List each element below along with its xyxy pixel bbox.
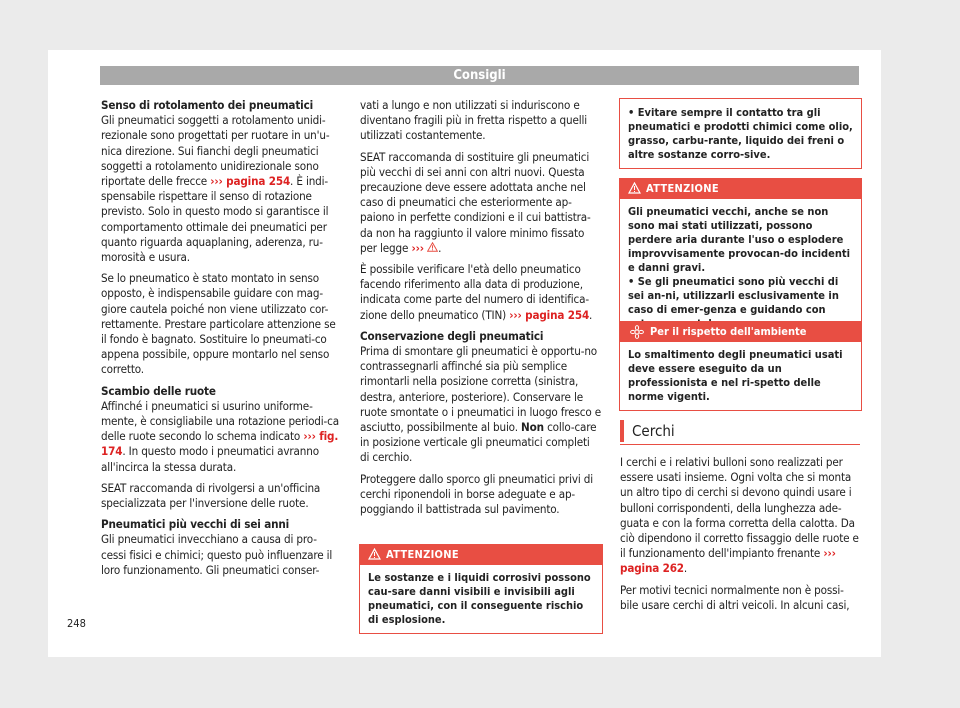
environment-title: Per il rispetto dell'ambiente [650,325,807,338]
bullet-icon: • [628,275,635,288]
warning-icon [368,548,381,560]
paragraph [101,113,341,265]
text: . È indi-spensabile rispettare il senso di rotazione previsto. Solo in questo modo si garantisce il comportamento ottimale dei pneumatici per quanto riguarda aquaplaning, aderenza, ru-morosità e usura. [101,174,329,265]
warning-body [360,565,602,633]
heading-swap: Scambio delle ruote [101,383,216,398]
text: Prima di smontare gli pneumatici è opportu-no contrassegnarli affinché sia più semplice rimontarli nella posizione corretta (sinistra, destra, anteriore, posteriore). Conservare le ruote smontate o i pneumatici in luogo fresco e asciutto, possibilmente al buio. [360,344,602,435]
page-link[interactable]: ››› pagina 254 [210,174,291,189]
text: . [683,561,688,576]
environment-text: Lo smaltimento degli pneumatici usati deve essere eseguito da un professionista e nel ri-spetto delle norme vigenti. [628,348,843,403]
heading-storage: Conservazione degli pneumatici [360,328,544,343]
warning-title: ATTENZIONE [386,548,459,561]
column-2 [360,98,602,523]
paragraph: Per motivi tecnici normalmente non è possi-bile usare cerchi di altri veicoli. In alcuni casi, [620,582,850,612]
heading-old-tyres: Pneumatici più vecchi di sei anni [101,517,290,532]
warning-body [620,99,861,168]
text: I cerchi e i relativi bulloni sono realizzati per essere usati insieme. Ogni volta che si monta un altro tipo di cerchi si devono quindi usare i bulloni corrispondenti, della lunghezza ade-guata e con la forma corretta della calotta. Da ciò dipendono il corretto fissaggio delle ruote e il funzionamento dell'impianto frenante [620,455,859,561]
bullet-item [628,106,853,162]
paragraph: Proteggere dallo sporco gli pneumatici privi di cerchi riponendoli in borse adeguate e ap-poggiando il battistrada sul pavimento. [360,471,593,517]
warning-text: Gli pneumatici vecchi, anche se non sono mai stati utilizzati, possono perdere aria durante l'uso o esplodere improvvisamente provocan-do incidenti e danni gravi. [628,205,850,274]
text: È possibile verificare l'età dello pneumatico facendo riferimento alla data di produzione, indicata come parte del numero di identifica-zione dello pneumatico (TIN) [360,262,589,322]
warning-text: Le sostanze e i liquidi corrosivi possono cau-sare danni visibili e invisibili agli pneumatici, con il conseguente rischio di esplosione. [368,571,591,626]
text: . In questo modo i pneumatici avranno all'incirca la stessa durata. [101,444,319,474]
warning-box-continued [619,98,862,169]
paragraph [360,344,602,466]
text: SEAT raccomanda di sostituire gli pneumatici più vecchi di sei anni con altri nuovi. Questa precauzione deve essere adottata anche nel caso di pneumatici che esteriormente ap-paiono in perfette condizioni e il cui battistra-da non ha raggiunto il valore minimo fissato per legge [360,149,591,255]
column-1 [101,98,341,584]
warning-header [620,179,861,199]
bullet-text: Se gli pneumatici sono più vecchi di sei an-ni, utilizzarli esclusivamente in caso di emer-genza e guidando con [628,275,839,316]
heading-rotation: Senso di rotolamento dei pneumatici [101,98,314,112]
bullet-icon: • [628,106,635,119]
paragraph: vati a lungo e non utilizzati si induriscono e diventano fragili più in fretta rispetto a quelli utilizzati costantemente. [360,98,587,143]
environment-body [620,342,861,410]
paragraph [620,455,861,577]
warning-box-corrosive [359,544,603,634]
environment-box [619,321,862,411]
page-header: Consigli [100,66,859,85]
warning-header [360,545,602,565]
warning-box-old-tyres [619,178,862,338]
column-3-text [620,455,861,619]
section-title: Cerchi [632,422,675,440]
warning-body [620,199,861,337]
paragraph: SEAT raccomanda di sostituire gli pneumatici più vecchi di sei anni con altri nuovi. Questa precauzione deve essere adottata anche nel caso di pneumatici che esteriormente ap-paiono in perfette condizioni e il cui battistra-da non ha raggiunto il valore minimo fissato per legge ››› . [360,149,591,255]
text: . [589,307,593,322]
section-header-cerchi [620,416,860,445]
page-link[interactable]: ››› pagina 262 [620,546,836,576]
paragraph: Se lo pneumatico è stato montato in senso opposto, è indispensabile guidare con mag-giore cautela poiché non viene utilizzato cor-rettamente. Prestare particolare attenzione se il fondo è bagnato. Sostituire lo pneumati-co appena possibile, oppure montarlo nel senso corretto. [101,271,336,377]
leaf-flower-icon [630,325,644,339]
warning-icon [628,182,641,194]
warning-link[interactable]: ››› [411,240,424,255]
paragraph: SEAT raccomanda di rivolgersi a un'officina specializzata per l'inversione delle ruote. [101,480,321,511]
paragraph [360,262,602,323]
page-number: 248 [67,617,86,630]
paragraph: Gli pneumatici invecchiano a causa di pro-cessi fisici e chimici; questo può influenzare il loro funzionamento. Gli pneumatici conser- [101,532,333,577]
section-accent-bar [620,420,624,442]
bullet-text: Evitare sempre il contatto tra gli pneumatici e prodotti chimici come olio, grasso, carbu-rante, liquido dei freni o altre sostanze corro-sive. [628,106,853,161]
paragraph [101,399,341,475]
text: Gli pneumatici soggetti a rotolamento unidi-rezionale sono progettati per ruotare in un'u-nica direzione. Sui fianchi degli pneumatici soggetti a rotolamento unidirezionale sono riportate delle frecce [101,113,330,189]
text: Affinché i pneumatici si usurino uniforme-mente, è consigliabile una rotazione periodi-ca delle ruote secondo lo schema indicato [101,398,339,444]
bold-text: Non [521,420,544,435]
figure-link[interactable]: ››› fig. 174 [101,429,339,459]
page-link[interactable]: ››› pagina 254 [509,307,590,322]
warning-title: ATTENZIONE [646,182,719,195]
environment-header [620,322,861,342]
warning-triangle-icon [427,242,438,252]
text: collo-care in posizione verticale gli pneumatici completi di cerchio. [360,420,597,465]
